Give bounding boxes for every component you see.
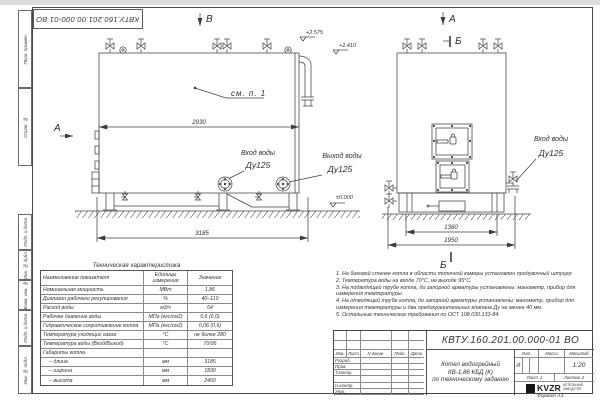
col-list: Лист [347,350,361,358]
spec-cell: Расход воды [41,304,144,313]
upper-furnace-door [432,124,472,159]
spec-cell: 1,86 [188,286,232,295]
scale-header: Масштаб [565,350,593,358]
lit-value: И [515,358,523,373]
ash-box [439,201,465,211]
product-title-line2: КВ-1,86 КБД (К) [448,368,493,376]
inlet-leader [228,171,244,179]
elevation-mark-icon [300,37,315,41]
inlet-size-label: Ду125 [245,160,271,170]
section-label-b-bottom: Б [440,260,447,271]
dim-3185-label: 3185 [195,230,209,237]
spec-cell: Рабочее давление воды [41,313,144,322]
spec-table-title: Техническая характеристика [92,262,181,269]
section-label-b-top: Б [455,36,462,47]
sheet-cell [515,374,555,381]
elevation-mark-icon [330,203,345,207]
spec-cell: – ширина [41,367,144,376]
mass-value [539,358,565,373]
spec-cell [188,349,232,358]
lit-cells [515,358,539,373]
sheet-label: Лист [526,375,538,380]
vent-icon [120,47,126,53]
drain-valve-icon [255,191,262,200]
spec-cell [144,349,188,358]
note-item: 4. На отводящей трубе котла, до запорной арматуры установлены: манометр, прибор для измерения температуры и два предохранительных клапана Ду не менее 40 мм. [336,298,574,311]
dim-2930-label: 2930 [192,119,206,126]
outlet-leader [289,175,322,182]
view-label-a-side: А [54,123,61,134]
base-frame [399,193,504,212]
spec-table-grid [40,270,233,386]
spec-cell: Диапазон рабочего регулирования [41,295,144,304]
door-lock-icon [451,172,457,179]
sheet-value: 1 [539,375,543,380]
spec-cell: Гидравлическое сопротивление котла [41,322,144,331]
spec-cell: Номинальная мощность [41,286,144,295]
lower-furnace-door [436,161,469,192]
valve-icon [494,39,502,53]
product-title [426,350,514,395]
sign-label: Утв. [334,389,361,395]
flue-outlet [299,56,314,106]
ground-hatch [75,211,360,218]
kvzr-logo-text: KVZR [537,383,561,393]
spec-cell: мм [144,376,188,385]
spec-cell: – длина [41,358,144,367]
spec-cell: мм [144,358,188,367]
product-title-line3: по техническому заданию [432,376,509,384]
drain-valve-icon [121,191,128,200]
elevation-mark-icon [333,50,348,54]
spec-table [40,262,233,386]
valve-icon [137,39,145,53]
spec-cell: % [144,295,188,304]
spec-cell: Габариты котла [41,349,144,358]
stamp-text: КВТУ.160.201.00.000-01 ВО [36,14,140,24]
front-view [382,12,569,271]
note-item: 2. Температура воды на входе 70°С, на выходе 95°С. [336,277,472,284]
note-item: 5. Остальные технические требования по ОСТ 108.030.133-84. [336,311,500,318]
valve-icon [479,39,487,53]
spec-cell: 1830 [188,367,232,376]
product-title-line1: Котел водогрейный [441,361,500,369]
spec-cell: мм [144,367,188,376]
change-table [334,331,426,350]
spec-cell: 70/95 [188,340,232,349]
valve-icon [385,194,393,208]
spec-cell: не более 280 [188,331,232,340]
mass-header: Масса [539,350,565,358]
spec-cell: 0,6 (6,0) [188,313,232,322]
outlet-flange-icon [276,177,290,191]
front-inlet-leader [516,159,536,181]
spec-cell: 2460 [204,377,216,384]
spec-cell: 40–110 [188,295,232,304]
col-ndokum: N докум. [361,350,392,358]
spec-cell: МВт [144,286,188,295]
outlet-label: Выход воды [322,153,362,160]
margin-label: Инв. № подл. [22,355,28,385]
valve-icon [418,39,426,53]
side-view [53,13,363,242]
margin-label: Перв. примен. [22,33,28,65]
sheets-value: 2 [581,375,585,380]
valve-icon [403,39,411,53]
ground-hatch [382,214,531,220]
spec-header: Наименование показателя [41,271,144,286]
spec-cell: – высота [41,376,144,385]
inlet-label: Вход воды [241,150,275,157]
valve-icon [213,39,221,53]
title-block-right [514,350,594,395]
format-note: Формат А3 [537,394,564,399]
margin-label: Подп. и дата [22,313,28,343]
elev-ground-label: ±0.000 [336,195,353,201]
spec-cell: 3185 [188,358,232,367]
sign-label: Разраб. [334,358,361,364]
lit-header: Лит. [515,350,539,358]
elev-chimney-label: +2.575 [306,30,323,36]
sheets-cell [555,374,593,381]
kvzr-logo-mark-icon [526,384,535,393]
valve-icon [385,181,393,195]
spec-cell: МПа (кгс/см2) [144,313,188,322]
door-handle [437,140,448,143]
dim-1360-label: 1360 [444,224,458,231]
kvzr-logo [515,381,594,394]
col-podp: Подп. [392,350,409,358]
door-handle [441,175,451,178]
valve-icon [263,39,271,53]
support-legs [103,193,300,210]
spec-cell: МПа (кгс/см2) [144,322,188,331]
scale-value: 1:20 [572,362,586,369]
front-inlet [506,172,519,193]
sheets-label: Листов [563,375,580,380]
spec-header: Значение [188,271,232,286]
sign-label: Н.контр. [334,383,361,389]
col-data: Дата [410,351,423,356]
valve-icon [223,39,231,53]
spec-cell: °С [144,340,188,349]
margin-label: Подп. и дата [22,217,28,247]
dim-1950-label: 1950 [444,237,458,244]
callout-label: см. п. 1 [231,89,267,98]
outlet-size-label: Ду125 [327,164,353,174]
front-inlet-label: Вход воды [534,136,568,143]
spec-cell: 0,06 (0,6) [188,322,232,331]
view-label-v: В [206,14,213,25]
elev-top-label: +2.410 [339,43,356,49]
title-block [333,330,593,394]
inlet-flange-icon [218,177,232,191]
sign-label: Т.контр. [334,370,361,376]
vent-icon [285,47,291,53]
view-label-a-front: А [449,14,456,25]
spec-cell: 64 [188,304,232,313]
spec-cell: °С [144,331,188,340]
margin-label: Взам. инв. № [22,280,28,310]
margin-label: Инв. № дубл. [22,250,28,280]
kvzr-company-name: КОТЕЛЬНЫЙ ЗАВОД РЭП [562,383,583,391]
drain-valve-icon [194,191,201,200]
signature-rows [334,358,426,395]
valve-icon [509,172,517,186]
spec-cell: Температура воды (Вход/Выход) [41,340,144,349]
spec-cell: Температура уходящих газов [41,331,144,340]
notes-list [336,271,588,319]
spec-cell: м3/ч [144,304,188,313]
note-item: 3. На подводящей трубе котла, до запорной арматуры установлены: манометр, прибор для измерения температуры. [336,284,576,298]
door-lock-icon [450,137,456,144]
front-inlet-size-label: Ду125 [538,148,564,158]
valve-icon [106,39,114,53]
note-item: 1. На боковой стенке котла в области топочной камеры установлен продувочный штуцер [336,271,572,277]
change-table-headers [334,350,426,358]
sign-label: Пров. [334,364,361,370]
spec-header: Единицы измерения [144,271,188,286]
doc-number: КВТУ.160.201.00.000-01 ВО [426,331,594,350]
col-izm: Изм. [334,350,347,358]
margin-label: Справ. № [22,116,28,138]
